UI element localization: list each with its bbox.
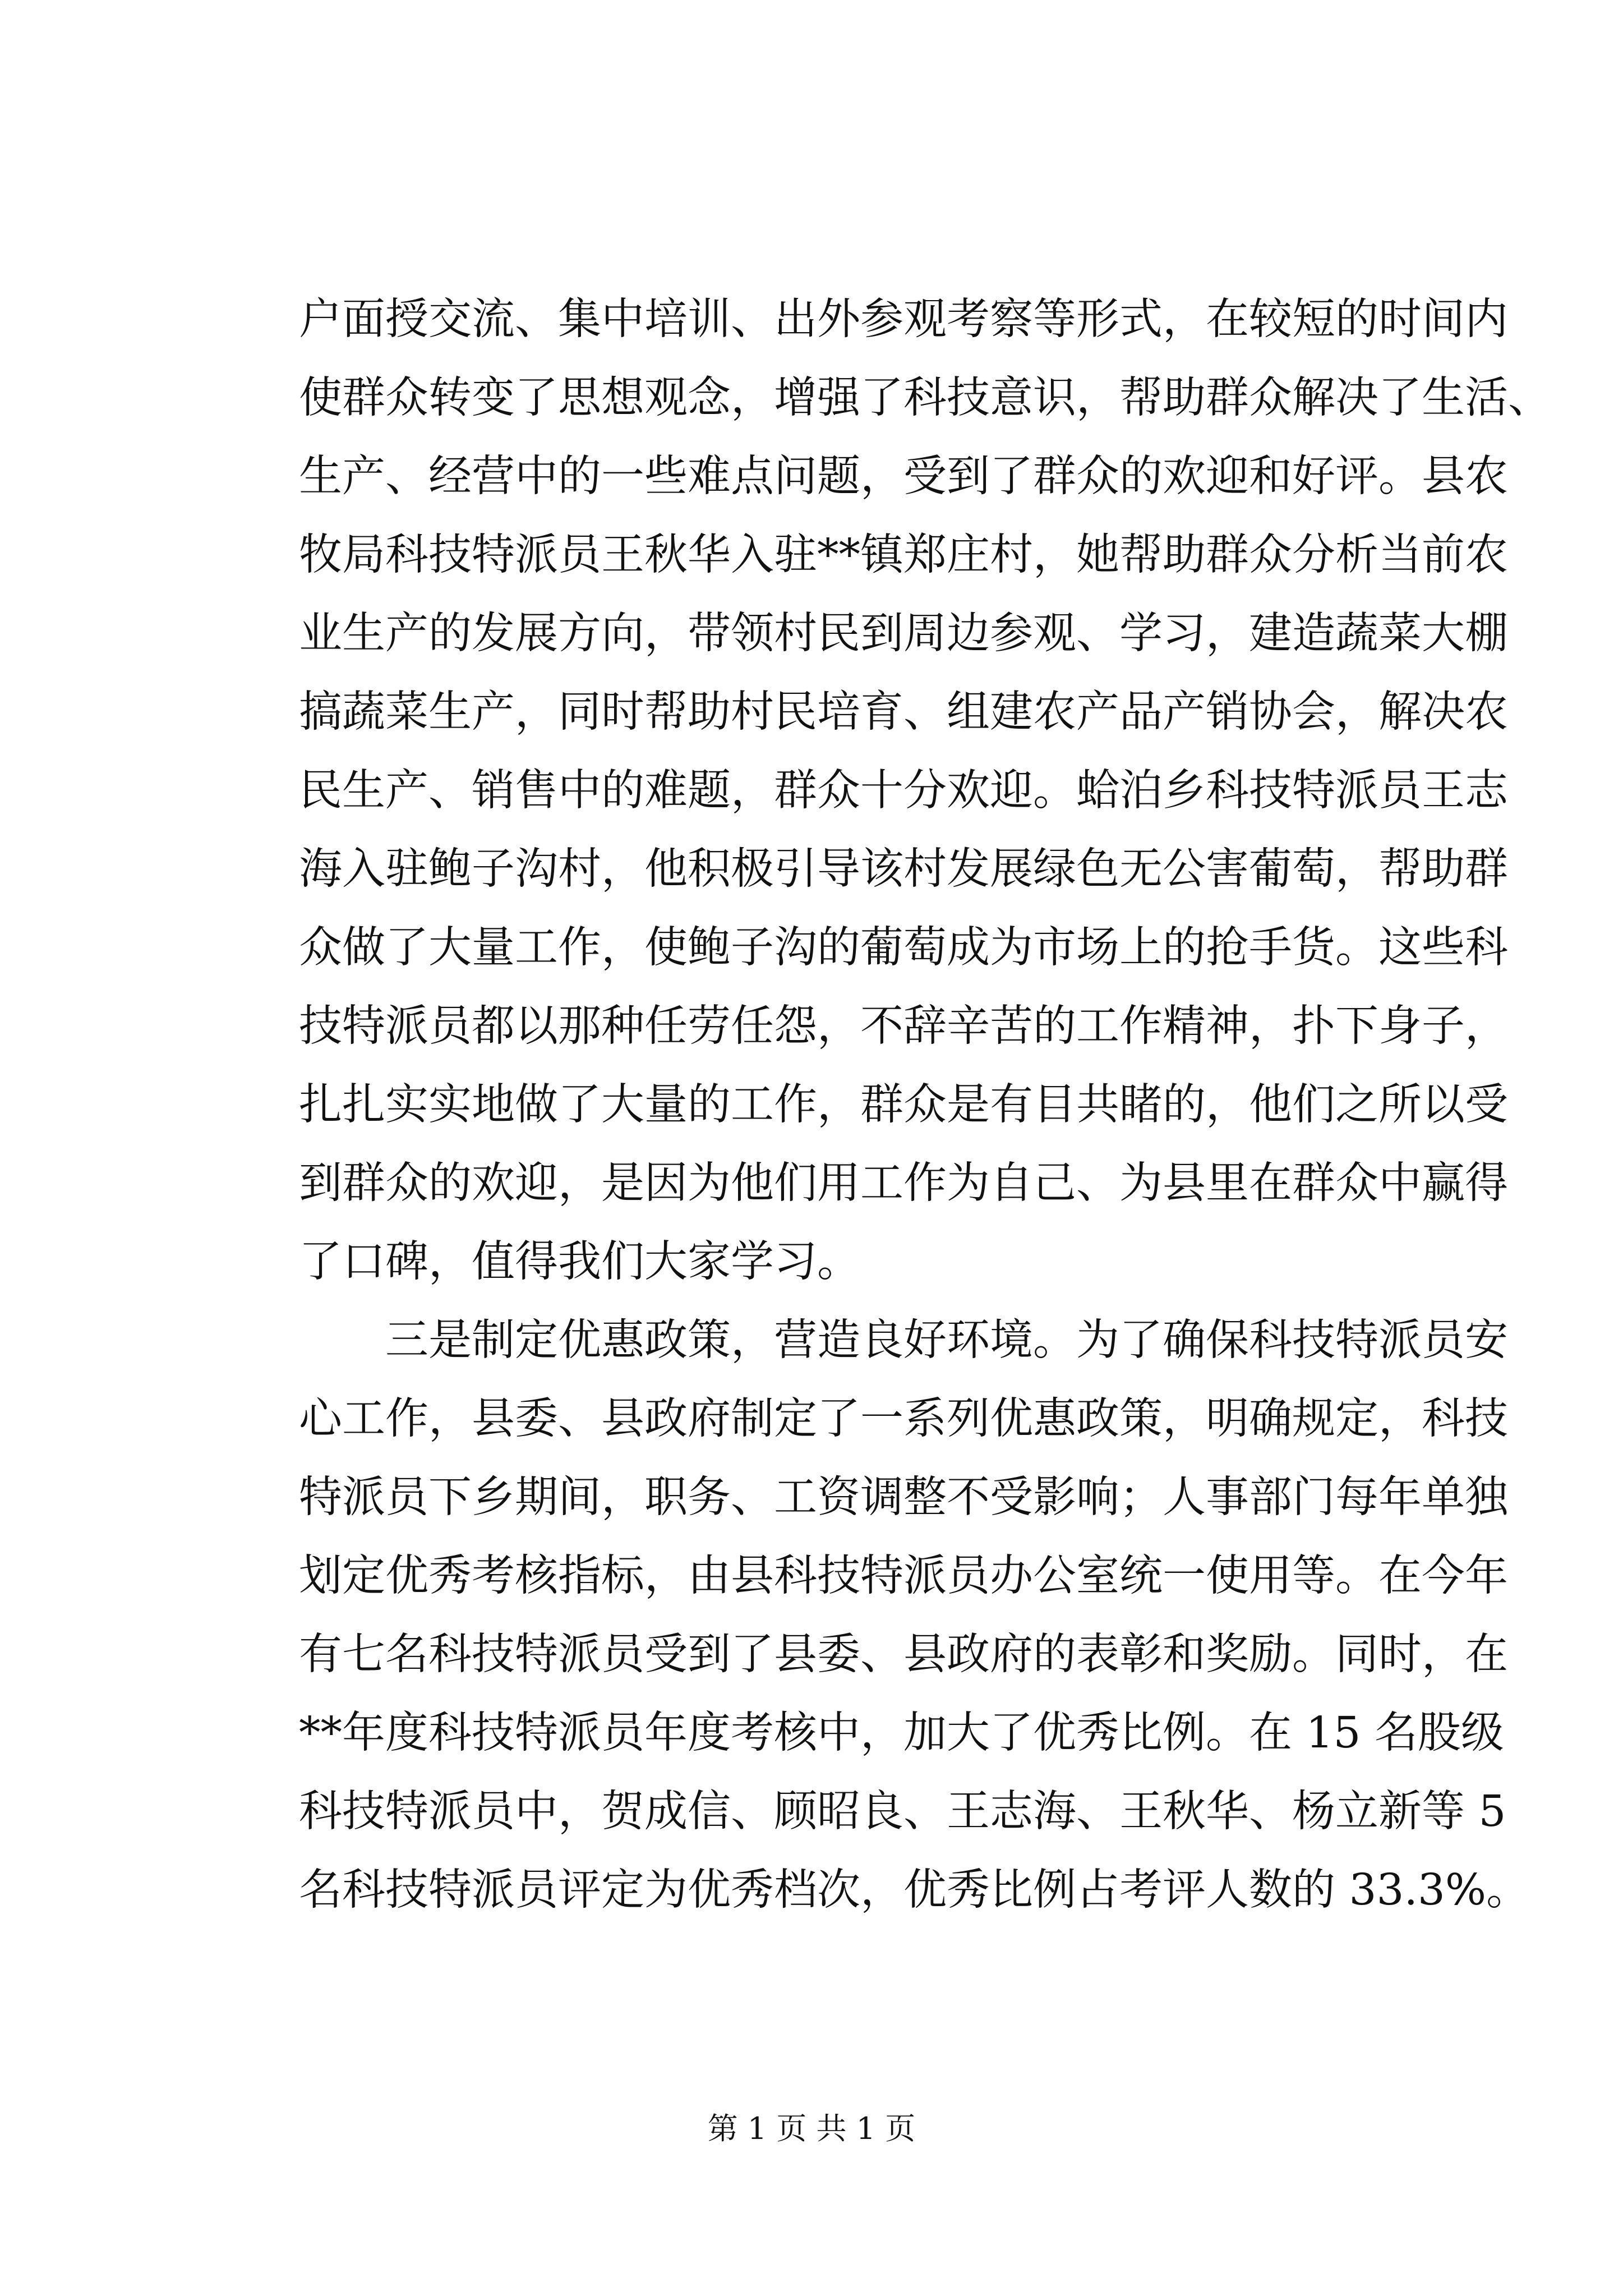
text-line: 划定优秀考核指标，由县科技特派员办公室统一使用等。在今年 [299,1551,1508,1601]
text-line: 搞蔬菜生产，同时帮助村民培育、组建农产品产销协会，解决农 [299,687,1508,737]
text-line: 名科技特派员评定为优秀档次，优秀比例占考评人数的 33.3%。 [299,1865,1530,1915]
text-line: 特派员下乡期间，职务、工资调整不受影响；人事部门每年单独 [299,1473,1508,1522]
text-line: 使群众转变了思想观念，增强了科技意识，帮助群众解决了生活、 [299,373,1551,423]
text-line: 有七名科技特派员受到了县委、县政府的表彰和奖励。同时，在 [299,1630,1508,1680]
page-number-footer: 第 1 页 共 1 页 [707,2111,916,2146]
text-line: 了口碑，值得我们大家学习。 [299,1237,860,1287]
text-line: 生产、经营中的一些难点问题，受到了群众的欢迎和好评。县农 [299,452,1508,501]
text-line: 技特派员都以那种任劳任怨，不辞辛苦的工作精神，扑下身子， [299,1001,1508,1051]
text-line: 心工作，县委、县政府制定了一系列优惠政策，明确规定，科技 [299,1394,1508,1444]
paragraph-2 [299,1301,1530,1930]
body-text [299,280,1551,1930]
text-line: **年度科技特派员年度考核中，加大了优秀比例。在 15 名股级 [299,1708,1504,1758]
text-line: 户面授交流、集中培训、出外参观考察等形式，在较短的时间内 [299,295,1508,344]
paragraph-1 [299,280,1551,1301]
text-line: 扎扎实实地做了大量的工作，群众是有目共睹的，他们之所以受 [299,1080,1508,1130]
text-line: 牧局科技特派员王秋华入驻**镇郑庄村，她帮助群众分析当前农 [299,530,1508,580]
text-line: 到群众的欢迎，是因为他们用工作为自己、为县里在群众中赢得 [299,1158,1508,1208]
text-line: 科技特派员中，贺成信、顾昭良、王志海、王秋华、杨立新等 5 [299,1787,1506,1837]
text-line: 业生产的发展方向，带领村民到周边参观、学习，建造蔬菜大棚 [299,609,1508,659]
text-line: 三是制定优惠政策，营造良好环境。为了确保科技特派员安 [299,1315,1508,1365]
text-line: 众做了大量工作，使鲍子沟的葡萄成为市场上的抢手货。这些科 [299,923,1508,973]
text-line: 民生产、销售中的难题，群众十分欢迎。蛤泊乡科技特派员王志 [299,766,1508,816]
text-line: 海入驻鲍子沟村，他积极引导该村发展绿色无公害葡萄，帮助群 [299,844,1508,894]
